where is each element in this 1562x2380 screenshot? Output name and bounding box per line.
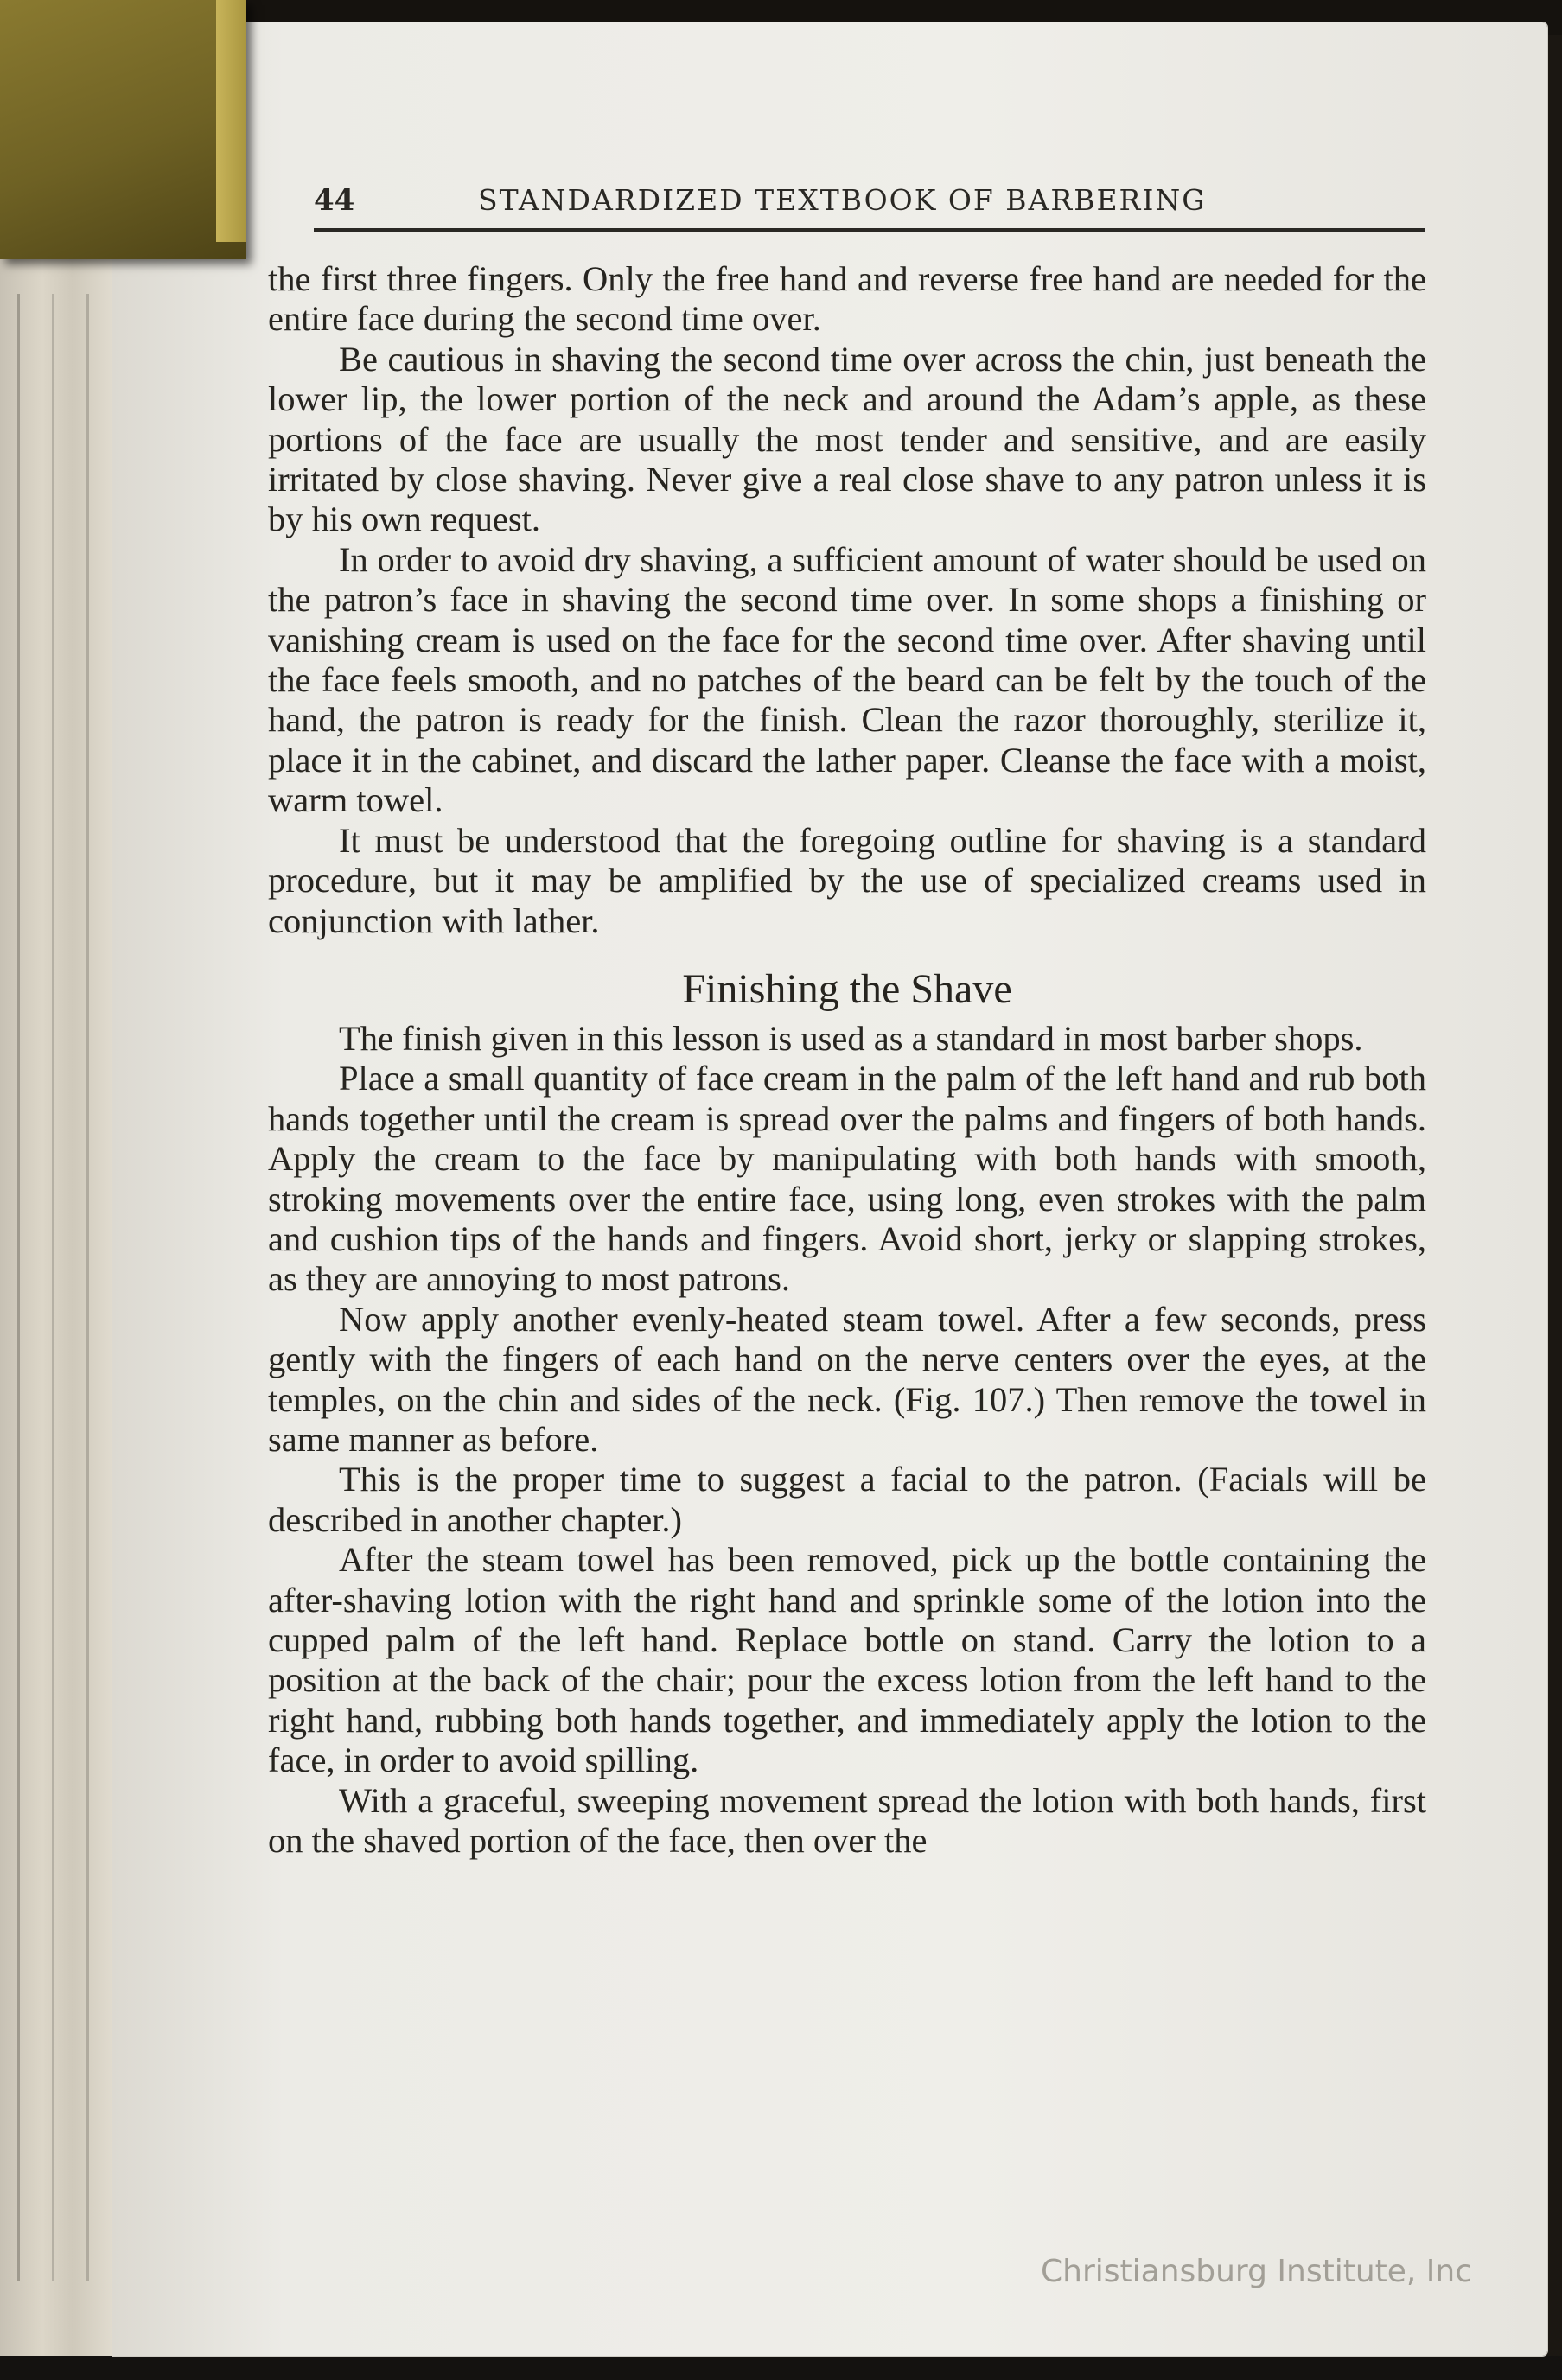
section-title: Finishing the Shave: [682, 965, 1012, 1012]
paragraph: Now apply another evenly-heated steam towel. After a few seconds, press gently with the fingers of each hand on the nerve centers over the eyes, at the temples, on the chin and sides of the neck. (Fig. 107.) Then remove the towel in same manner as before.: [268, 1299, 1426, 1459]
page-number: 44: [314, 183, 355, 218]
paragraph: With a graceful, sweeping movement spread the lotion with both hands, first on the shaved portion of the face, then over the: [268, 1780, 1426, 1861]
paragraph: Place a small quantity of face cream in the palm of the left hand and rub both hands together until the cream is spread over the palms and fingers of both hands. Apply the cream to the face by manipulating with both hands with smooth, stroking movements over the entire face, using long, even strokes with the palm and cushion tips of the hands and fingers. Avoid short, jerky or slapping strokes, as they are annoying to most patrons.: [268, 1059, 1426, 1299]
book-cover-edge: [216, 0, 246, 242]
paragraph: Be cautious in shaving the second time over across the chin, just beneath the lower lip, the lower portion of the neck and around the Adam’s apple, as these portions of the face are usually the most tender and sensitive, and are easily irritated by close shaving. Never give a real close shave to any patron unless it is by his own request.: [268, 339, 1426, 539]
paragraph: The finish given in this lesson is used as a standard in most barber shops.: [339, 1018, 1363, 1058]
paragraph: the first three fingers. Only the free hand and reverse free hand are needed for the entire face during the second time over.: [268, 259, 1426, 339]
background-bottom: [0, 2356, 1562, 2380]
page-header: [314, 180, 1425, 232]
body-text: [268, 259, 1426, 1861]
paragraph: After the steam towel has been removed, pick up the bottle containing the after-shaving lotion with the right hand and sprinkle some of the lotion into the cupped palm of the left hand. Replace bottle on stand. Carry the lotion to a position at the back of the chair; pour the excess lotion from the left hand to the right hand, rubbing both hands together, and immediately apply the lotion to the face, in order to avoid spilling.: [268, 1540, 1426, 1780]
paragraph: This is the proper time to suggest a facial to the patron. (Facials will be described in another chapter.): [268, 1460, 1426, 1539]
paragraph: It must be understood that the foregoing outline for shaving is a standard procedure, but it may be amplified by the use of specialized creams used in conjunction with lather.: [268, 820, 1426, 940]
page-stack-edges: [0, 259, 121, 2380]
paragraph: In order to avoid dry shaving, a sufficient amount of water should be used on the patron’s face in shaving the second time over. In some shops a finishing or vanishing cream is used on the face for the second time over. After shaving until the face feels smooth, and no patches of the beard can be felt by the touch of the hand, the patron is ready for the finish. Clean the razor thoroughly, sterilize it, place it in the cabinet, and discard the lather paper. Cleanse the face with a moist, warm towel.: [268, 539, 1426, 820]
running-head: STANDARDIZED TEXTBOOK OF BARBERING: [478, 183, 1207, 217]
book-cover: [0, 0, 246, 259]
watermark: Christiansburg Institute, Inc: [1041, 2254, 1473, 2289]
